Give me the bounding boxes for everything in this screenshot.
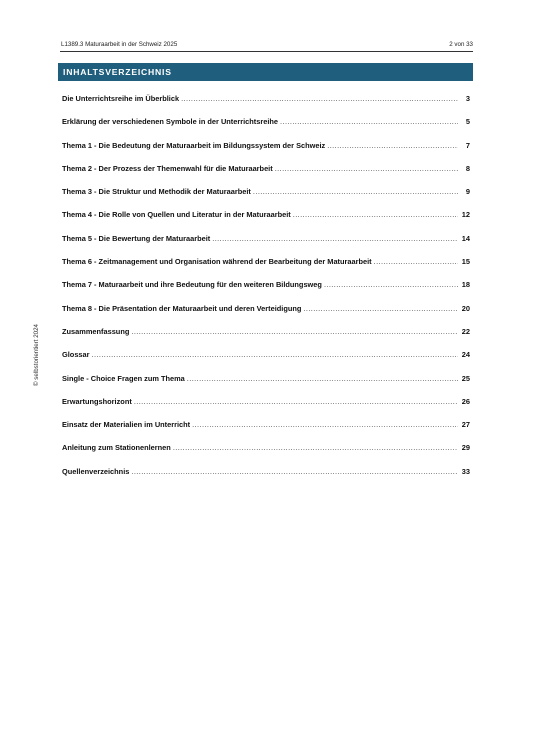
toc-entry[interactable] — [62, 302, 470, 325]
toc-entry-page: 33 — [461, 466, 470, 476]
header-divider — [60, 51, 473, 52]
toc-dot-leader — [131, 325, 458, 339]
toc-entry-page: 24 — [461, 350, 470, 360]
toc-entry[interactable] — [62, 395, 470, 418]
copyright-note: © selbstorientiert 2024 — [33, 324, 40, 386]
toc-entry[interactable] — [62, 325, 470, 348]
toc-entry-page: 3 — [465, 94, 470, 103]
toc-dot-leader — [324, 278, 458, 292]
toc-dot-leader — [253, 185, 458, 199]
toc-dot-leader — [187, 372, 458, 386]
toc-entry[interactable] — [62, 162, 470, 185]
toc-dot-leader — [134, 395, 458, 409]
toc-entry[interactable] — [62, 278, 470, 301]
toc-entry[interactable] — [62, 208, 470, 231]
toc-entry[interactable] — [62, 92, 470, 115]
toc-entry-title: Die Unterrichtsreihe im Überblick — [62, 94, 180, 103]
toc-dot-leader — [275, 162, 458, 176]
toc-entry-title: Einsatz der Materialien im Unterricht — [62, 420, 191, 430]
toc-dot-leader — [327, 139, 458, 153]
toc-dot-leader — [192, 418, 458, 432]
toc-entry-page: 12 — [461, 210, 470, 220]
toc-entry-title: Thema 7 - Maturaarbeit und ihre Bedeutung für den weiteren Bildungsweg — [62, 280, 322, 290]
toc-entry[interactable] — [62, 441, 470, 464]
toc-entry-title: Thema 8 - Die Präsentation der Maturaarbeit und deren Verteidigung — [62, 303, 302, 313]
toc-entry-page: 26 — [461, 396, 470, 406]
toc-entry-title: Thema 1 - Die Bedeutung der Maturaarbeit im Bildungssystem der Schweiz — [62, 140, 326, 150]
toc-entry-page: 20 — [461, 303, 470, 313]
toc-entry-page: 5 — [465, 117, 470, 127]
toc-entry-page: 27 — [461, 420, 470, 430]
toc-entry-page: 7 — [465, 140, 470, 150]
table-of-contents — [62, 92, 470, 488]
toc-entry-title: Thema 6 - Zeitmanagement und Organisation während der Bearbeitung der Maturaarbeit — [62, 257, 372, 267]
toc-dot-leader — [293, 208, 458, 222]
toc-entry-page: 29 — [461, 443, 470, 453]
toc-entry[interactable] — [62, 115, 470, 138]
toc-entry-page: 25 — [461, 373, 470, 383]
toc-dot-leader — [181, 92, 458, 106]
toc-entry-page: 8 — [465, 163, 470, 173]
toc-entry-page: 14 — [461, 233, 470, 243]
toc-entry-title: Thema 2 - Der Prozess der Themenwahl für die Maturaarbeit — [62, 163, 273, 173]
toc-dot-leader — [131, 465, 458, 479]
toc-entry[interactable] — [62, 255, 470, 278]
toc-entry[interactable] — [62, 418, 470, 441]
toc-entry[interactable] — [62, 372, 470, 395]
toc-dot-leader — [173, 441, 458, 455]
toc-entry-title: Thema 4 - Die Rolle von Quellen und Literatur in der Maturaarbeit — [62, 210, 291, 220]
toc-entry-title: Zusammenfassung — [62, 326, 130, 336]
toc-entry-title: Glossar — [62, 350, 90, 360]
toc-dot-leader — [303, 302, 458, 316]
toc-entry[interactable] — [62, 232, 470, 255]
toc-entry-title: Anleitung zum Stationenlernen — [62, 443, 171, 453]
toc-entry[interactable] — [62, 139, 470, 162]
toc-entry-title: Single - Choice Fragen zum Thema — [62, 373, 185, 383]
page-indicator: 2 von 33 — [449, 41, 473, 48]
document-title: L1389.3 Maturaarbeit in der Schweiz 2025 — [61, 41, 178, 48]
toc-entry[interactable] — [62, 348, 470, 371]
toc-entry-page: 18 — [461, 280, 470, 290]
toc-entry-page: 9 — [465, 187, 470, 197]
toc-entry[interactable] — [62, 185, 470, 208]
toc-entry-title: Thema 5 - Die Bewertung der Maturaarbeit — [62, 233, 211, 243]
toc-entry[interactable] — [62, 465, 470, 488]
toc-dot-leader — [280, 115, 458, 129]
toc-entry-title: Erklärung der verschiedenen Symbole in der Unterrichtsreihe — [62, 117, 279, 127]
toc-entry-title: Erwartungshorizont — [62, 396, 132, 406]
toc-entry-page: 15 — [461, 257, 470, 267]
toc-dot-leader — [374, 255, 458, 269]
toc-dot-leader — [212, 232, 458, 246]
toc-dot-leader — [92, 348, 458, 362]
toc-heading: INHALTSVERZEICHNIS — [58, 63, 473, 81]
toc-entry-page: 22 — [461, 326, 470, 336]
toc-entry-title: Thema 3 - Die Struktur und Methodik der Maturaarbeit — [62, 187, 251, 197]
toc-entry-title: Quellenverzeichnis — [62, 466, 130, 476]
